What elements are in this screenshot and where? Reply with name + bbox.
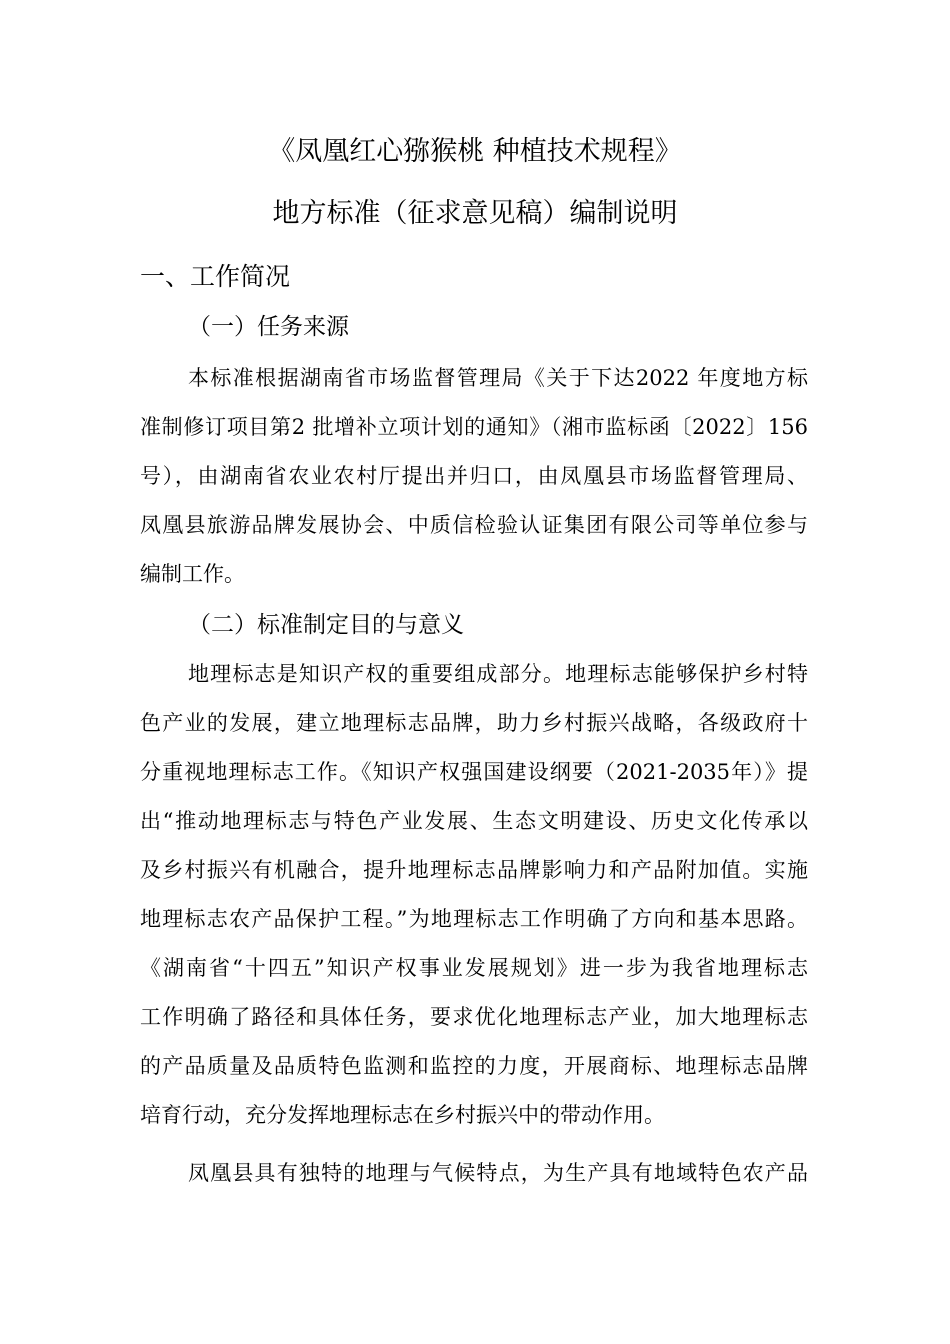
text-line: 的产品质量及品质特色监测和监控的力度，开展商标、地理标志品牌 [140,1054,808,1078]
text-line: 编制工作。 [140,562,245,586]
paragraph-fenghuang [140,1149,808,1198]
text-line: 分重视地理标志工作。《知识产权强国建设纲要（2021-2035年）》提 [140,760,808,784]
subsection-heading-task-source: （一）任务来源 [188,314,349,340]
text-line: 凤凰县旅游品牌发展协会、中质信检验认证集团有限公司等单位参与 [140,513,808,537]
text-line: 及乡村振兴有机融合，提升地理标志品牌影响力和产品附加值。实施 [140,858,808,882]
text-line: 凤凰县具有独特的地理与气候特点，为生产具有地域特色农产品 [188,1161,808,1185]
section-heading-work-overview: 一、工作简况 [140,262,291,291]
text-line: 号），由湖南省农业农村厅提出并归口，由凤凰县市场监督管理局、 [140,464,808,488]
text-line: 地理标志农产品保护工程。”为地理标志工作明确了方向和基本思路。 [140,907,808,931]
text-line: 本标准根据湖南省市场监督管理局《关于下达2022 年度地方标 [188,366,808,390]
text-line: 《湖南省“十四五”知识产权事业发展规划》进一步为我省地理标志 [140,956,808,980]
text-line: 培育行动，充分发挥地理标志在乡村振兴中的带动作用。 [140,1103,665,1127]
text-line: 准制修订项目第2 批增补立项计划的通知》（湘市监标函〔2022〕156 [140,415,808,439]
paragraph-purpose [140,650,808,1140]
text-line: 地理标志是知识产权的重要组成部分。地理标志能够保护乡村特 [188,662,808,686]
document-title-line1: 《凤凰红心猕猴桃 种植技术规程》 [268,136,682,167]
paragraph-task-source [140,354,808,599]
text-line: 色产业的发展，建立地理标志品牌，助力乡村振兴战略，各级政府十 [140,711,808,735]
document-title-line2: 地方标准（征求意见稿）编制说明 [272,198,678,229]
subsection-heading-purpose: （二）标准制定目的与意义 [188,612,464,638]
text-line: 出“推动地理标志与特色产业发展、生态文明建设、历史文化传承以 [140,809,808,833]
text-line: 工作明确了路径和具体任务，要求优化地理标志产业，加大地理标志 [140,1005,808,1029]
